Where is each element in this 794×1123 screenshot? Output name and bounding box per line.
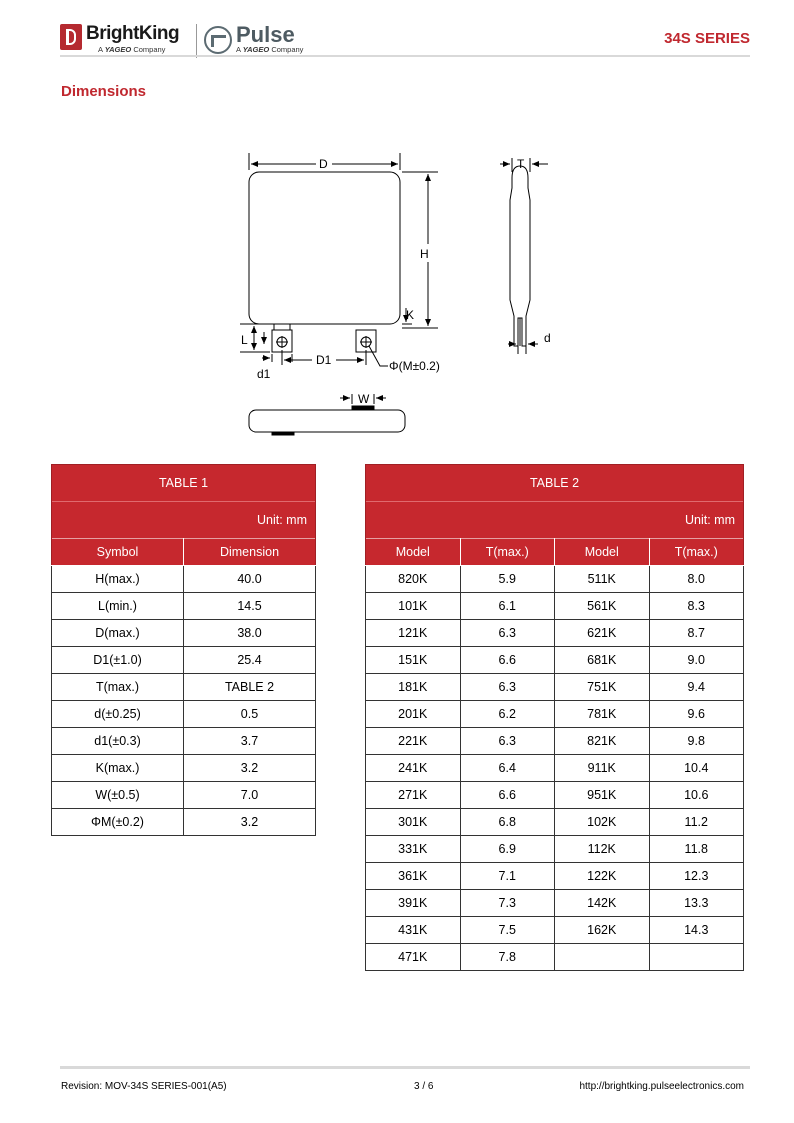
table-cell: 8.3 bbox=[649, 593, 744, 620]
table-cell: 6.3 bbox=[460, 620, 555, 647]
label-hole-diameter: Φ(M±0.2) bbox=[389, 359, 440, 373]
table-cell: 6.8 bbox=[460, 809, 555, 836]
label-d-lead-diameter: d bbox=[544, 331, 551, 345]
table1-unit: Unit: mm bbox=[52, 502, 316, 539]
table-cell: 6.6 bbox=[460, 782, 555, 809]
table-cell: d1(±0.3) bbox=[52, 728, 184, 755]
table-cell: 0.5 bbox=[184, 701, 316, 728]
table2-title: TABLE 2 bbox=[366, 465, 744, 502]
brightking-tagline: A YAGEO Company bbox=[98, 45, 166, 54]
varistor-body-front bbox=[249, 172, 400, 324]
table-row bbox=[366, 755, 744, 782]
table-cell: 11.8 bbox=[649, 836, 744, 863]
table-cell: K(max.) bbox=[52, 755, 184, 782]
table-cell: 681K bbox=[555, 647, 650, 674]
table-cell bbox=[555, 944, 650, 971]
table-cell: 3.2 bbox=[184, 809, 316, 836]
table-cell: 6.6 bbox=[460, 647, 555, 674]
table-cell: 38.0 bbox=[184, 620, 316, 647]
table-cell: 361K bbox=[366, 863, 461, 890]
table-cell: 6.3 bbox=[460, 674, 555, 701]
footer-url[interactable]: http://brightking.pulseelectronics.com bbox=[579, 1081, 744, 1092]
footer-rule bbox=[60, 1066, 750, 1069]
table1-title: TABLE 1 bbox=[52, 465, 316, 502]
table-cell: 102K bbox=[555, 809, 650, 836]
table-cell: 121K bbox=[366, 620, 461, 647]
table-cell: 7.3 bbox=[460, 890, 555, 917]
dimension-drawing bbox=[0, 0, 794, 460]
table1-header-symbol: Symbol bbox=[52, 539, 184, 566]
table1-header-dimension: Dimension bbox=[184, 539, 316, 566]
table-cell: D1(±1.0) bbox=[52, 647, 184, 674]
table-cell: 6.9 bbox=[460, 836, 555, 863]
table-cell: T(max.) bbox=[52, 674, 184, 701]
series-title: 34S SERIES bbox=[664, 30, 750, 47]
table-row bbox=[52, 674, 316, 701]
table-row bbox=[52, 593, 316, 620]
table-cell: 271K bbox=[366, 782, 461, 809]
table-cell: 142K bbox=[555, 890, 650, 917]
table-cell: 162K bbox=[555, 917, 650, 944]
table-cell: 12.3 bbox=[649, 863, 744, 890]
table-cell: TABLE 2 bbox=[184, 674, 316, 701]
table-cell: 112K bbox=[555, 836, 650, 863]
table2-header-model: Model bbox=[366, 539, 461, 566]
table-row bbox=[366, 566, 744, 593]
table-row bbox=[366, 809, 744, 836]
table-row bbox=[366, 890, 744, 917]
table-row bbox=[366, 701, 744, 728]
table-cell: 40.0 bbox=[184, 566, 316, 593]
thickness-table bbox=[365, 464, 744, 971]
table-cell: 781K bbox=[555, 701, 650, 728]
table-cell: 6.3 bbox=[460, 728, 555, 755]
label-d1-lead-spacing: D1 bbox=[316, 353, 332, 367]
table-cell: 391K bbox=[366, 890, 461, 917]
table-row bbox=[366, 836, 744, 863]
table-cell: 10.6 bbox=[649, 782, 744, 809]
table-row bbox=[366, 782, 744, 809]
label-w: W bbox=[358, 392, 370, 406]
table-row bbox=[366, 728, 744, 755]
pulse-tagline: A YAGEO Company bbox=[236, 45, 304, 54]
section-title: Dimensions bbox=[61, 83, 147, 100]
table-cell: 9.8 bbox=[649, 728, 744, 755]
table-cell: 6.1 bbox=[460, 593, 555, 620]
table-cell: 751K bbox=[555, 674, 650, 701]
table-cell: 431K bbox=[366, 917, 461, 944]
table-row bbox=[366, 944, 744, 971]
table-cell: 241K bbox=[366, 755, 461, 782]
table-row bbox=[366, 863, 744, 890]
table-cell: H(max.) bbox=[52, 566, 184, 593]
table-cell: 301K bbox=[366, 809, 461, 836]
table-cell: 9.0 bbox=[649, 647, 744, 674]
table-cell: 511K bbox=[555, 566, 650, 593]
table-cell: 911K bbox=[555, 755, 650, 782]
table-cell: 13.3 bbox=[649, 890, 744, 917]
label-h-height: H bbox=[420, 247, 429, 261]
table-cell: 331K bbox=[366, 836, 461, 863]
table-cell: 471K bbox=[366, 944, 461, 971]
table-cell: 8.0 bbox=[649, 566, 744, 593]
table-cell: 7.8 bbox=[460, 944, 555, 971]
table-cell: 6.4 bbox=[460, 755, 555, 782]
table-cell: ΦM(±0.2) bbox=[52, 809, 184, 836]
table-row bbox=[52, 566, 316, 593]
table2-header-tmax-2: T(max.) bbox=[649, 539, 744, 566]
table-row bbox=[366, 917, 744, 944]
label-l-lead-length: L bbox=[241, 333, 248, 347]
table-cell bbox=[649, 944, 744, 971]
table-cell: 9.4 bbox=[649, 674, 744, 701]
table-row bbox=[52, 701, 316, 728]
table-row bbox=[52, 620, 316, 647]
table-row bbox=[52, 782, 316, 809]
table-cell: 3.7 bbox=[184, 728, 316, 755]
table-row bbox=[366, 647, 744, 674]
table-cell: 5.9 bbox=[460, 566, 555, 593]
label-d-width: D bbox=[319, 157, 328, 171]
table-cell: 10.4 bbox=[649, 755, 744, 782]
table-cell: 151K bbox=[366, 647, 461, 674]
table-cell: 201K bbox=[366, 701, 461, 728]
brightking-logo-text: BrightKing bbox=[86, 23, 180, 44]
pulse-logo-text: Pulse bbox=[236, 22, 295, 47]
footer-page-number: 3 / 6 bbox=[414, 1081, 434, 1092]
table-cell: W(±0.5) bbox=[52, 782, 184, 809]
table-cell: 7.0 bbox=[184, 782, 316, 809]
table-cell: 821K bbox=[555, 728, 650, 755]
table2-unit: Unit: mm bbox=[366, 502, 744, 539]
table-cell: 25.4 bbox=[184, 647, 316, 674]
table-cell: 122K bbox=[555, 863, 650, 890]
table-row bbox=[52, 809, 316, 836]
label-t-thickness: T bbox=[517, 157, 525, 171]
table-cell: 11.2 bbox=[649, 809, 744, 836]
label-k: K bbox=[406, 308, 415, 322]
footer-revision: Revision: MOV-34S SERIES-001(A5) bbox=[61, 1081, 227, 1092]
table-cell: 9.6 bbox=[649, 701, 744, 728]
table-row bbox=[366, 620, 744, 647]
table-cell: L(min.) bbox=[52, 593, 184, 620]
table-cell: 101K bbox=[366, 593, 461, 620]
table-row bbox=[52, 647, 316, 674]
table-row bbox=[52, 728, 316, 755]
label-d1-tab-width: d1 bbox=[257, 367, 271, 381]
table-cell: 7.1 bbox=[460, 863, 555, 890]
table2-header-model-2: Model bbox=[555, 539, 650, 566]
table-row bbox=[366, 593, 744, 620]
table-cell: 8.7 bbox=[649, 620, 744, 647]
table-cell: 6.2 bbox=[460, 701, 555, 728]
table-cell: 14.3 bbox=[649, 917, 744, 944]
table-cell: 621K bbox=[555, 620, 650, 647]
table-cell: 820K bbox=[366, 566, 461, 593]
table-row bbox=[366, 674, 744, 701]
table-cell: 221K bbox=[366, 728, 461, 755]
table-cell: 561K bbox=[555, 593, 650, 620]
table-row bbox=[52, 755, 316, 782]
table-cell: 7.5 bbox=[460, 917, 555, 944]
dimensions-table bbox=[51, 464, 316, 836]
table-cell: d(±0.25) bbox=[52, 701, 184, 728]
table-cell: D(max.) bbox=[52, 620, 184, 647]
table-cell: 3.2 bbox=[184, 755, 316, 782]
table-cell: 181K bbox=[366, 674, 461, 701]
varistor-bottom-view bbox=[249, 410, 405, 432]
table2-header-tmax: T(max.) bbox=[460, 539, 555, 566]
table-cell: 951K bbox=[555, 782, 650, 809]
table-cell: 14.5 bbox=[184, 593, 316, 620]
